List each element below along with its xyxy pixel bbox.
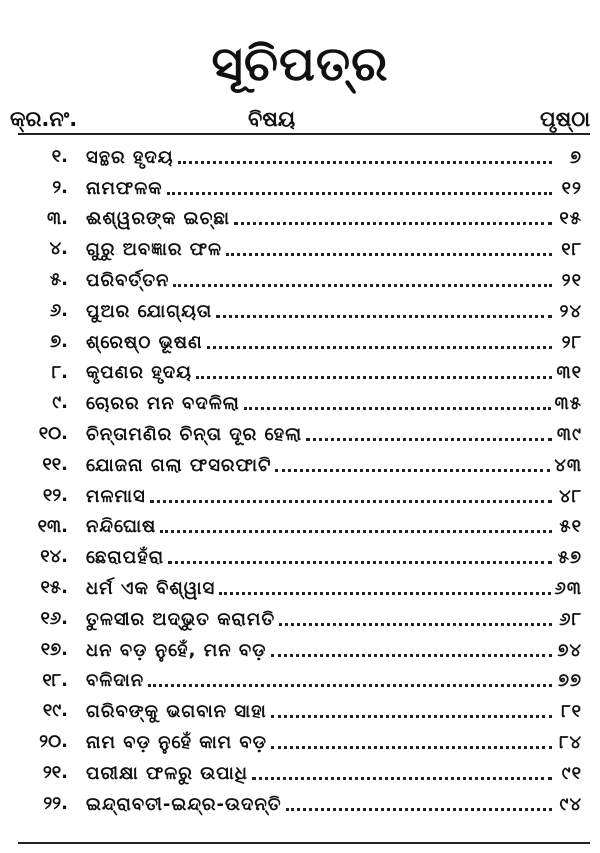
dot-leader: [150, 500, 552, 503]
toc-entry-number: ୧୬.: [40, 607, 68, 629]
toc-entry-title: ଈଶ୍ୱରଙ୍କ ଇଚ୍ଛା: [86, 208, 234, 229]
toc-entry: [0, 604, 600, 635]
toc-entry-line: [86, 450, 582, 481]
toc-entry-title: ଛେରାପହଁରା: [86, 547, 168, 568]
table-header: [0, 104, 600, 134]
toc-entry-title: ଧନ ବଡ଼ ନୁହେଁ, ମନ ବଡ଼: [86, 640, 271, 661]
toc-entry-page: ୯୪: [559, 793, 582, 815]
dot-leader: [226, 253, 552, 256]
toc-entry-line: [86, 204, 582, 235]
dot-leader: [271, 746, 552, 749]
toc-entry-line: [86, 173, 582, 204]
toc-entry-line: [86, 789, 582, 820]
dot-leader: [271, 715, 552, 718]
toc-entry-page: ୫୧: [559, 516, 582, 538]
toc-entry: [0, 635, 600, 666]
toc-entry: [0, 234, 600, 265]
dot-leader: [167, 192, 552, 195]
toc-entry-title: ଗରିବଙ୍କୁ ଭଗବାନ ସାହା: [86, 701, 271, 722]
toc-entry-number: ୬.: [49, 299, 68, 321]
toc-entry-number: ୧୭.: [40, 638, 68, 660]
toc-entry: [0, 388, 600, 419]
toc-entry-number: ୧.: [51, 146, 68, 167]
toc-entry-page: ୭୭: [557, 670, 582, 692]
toc-entry-number: ୪.: [49, 238, 68, 260]
toc-entry-title: ଶ୍ରେଷ୍ଠ ଭୂଷଣ: [86, 332, 207, 353]
toc-entry-line: [86, 265, 582, 296]
toc-entry-page: ୧୨: [561, 177, 582, 199]
dot-leader: [252, 777, 552, 780]
toc-entry: [0, 758, 600, 789]
toc-entry-title: ଚୋରର ମନ ବଦଳିଲା: [86, 393, 244, 414]
toc-entry-line: [86, 419, 582, 450]
toc-entry-title: ପରିବର୍ତ୍ତନ: [86, 270, 173, 291]
toc-entry-number: ୨୧.: [42, 761, 68, 783]
toc-entry-title: ବଳିଦାନ: [86, 670, 148, 691]
toc-entry-page: ୯୧: [561, 762, 582, 784]
toc-entry: [0, 265, 600, 296]
toc-entry-number: ୨.: [52, 176, 68, 198]
toc-entry-line: [86, 604, 582, 635]
toc-entry-number: ୧୩.: [37, 515, 68, 537]
toc-entry-line: [86, 635, 582, 666]
toc-entry-title: ନାମଫଳକ: [86, 178, 167, 199]
toc-entry-title: ତୁଳସୀର ଅଦ୍ଭୁତ କରାମତି: [86, 609, 279, 630]
toc-entry: [0, 512, 600, 543]
toc-entry: [0, 419, 600, 450]
toc-entry: [0, 542, 600, 573]
toc-entry-line: [86, 666, 582, 697]
toc-entry-page: ୫୭: [557, 547, 582, 569]
dot-leader: [160, 530, 552, 533]
toc-entry: [0, 481, 600, 512]
toc-entry-line: [86, 542, 582, 573]
toc-entry-title: ଇନ୍ଦ୍ରାବତୀ-ଇନ୍ଦ୍ର-ଉଦନ୍ତି: [86, 794, 286, 815]
toc-entry-page: ୨୧: [561, 270, 582, 292]
header-divider: [18, 133, 590, 135]
toc-entry-page: ୪୩: [554, 454, 582, 476]
toc-entry-line: [86, 388, 582, 419]
toc-entry-page: ୪୮: [559, 485, 582, 507]
toc-entry-number: ୮.: [51, 361, 68, 383]
toc-entry-page: ୮୪: [559, 732, 582, 754]
toc-entry-title: ସନ୍ଥର ହୃଦୟ: [86, 147, 178, 168]
toc-entry-page: ୩୯: [556, 424, 582, 446]
toc-entry-number: ୧୫.: [40, 577, 68, 599]
dot-leader: [219, 592, 550, 595]
toc-entry-page: ୭: [569, 146, 582, 168]
toc-entry-line: [86, 142, 582, 173]
toc-entry-page: ୧୮: [561, 239, 582, 261]
toc-entry-title: ମଳମାସ: [86, 486, 150, 507]
toc-entry: [0, 204, 600, 235]
dot-leader: [207, 346, 552, 349]
dot-leader: [148, 684, 552, 687]
toc-entry-page: ୨୪: [559, 300, 582, 322]
toc-entry-line: [86, 727, 582, 758]
toc-entry-title: ନାମ ବଡ଼ ନୁହେଁ କାମ ବଡ଼: [86, 732, 271, 753]
toc-entry-line: [86, 758, 582, 789]
toc-entry-number: ୩.: [47, 207, 68, 229]
toc-entry-page: ୬୩: [554, 578, 582, 600]
toc-entry-number: ୧୧.: [42, 453, 68, 475]
dot-leader: [279, 623, 552, 626]
toc-entry: [0, 789, 600, 820]
toc-entry: [0, 450, 600, 481]
toc-entry-line: [86, 512, 582, 543]
toc-entry-page: ୩୧: [556, 362, 582, 384]
toc-entry-line: [86, 573, 582, 604]
dot-leader: [234, 222, 552, 225]
toc-entry-number: ୯.: [52, 392, 68, 414]
toc-entry-page: ୭୪: [557, 639, 582, 661]
toc-entry: [0, 173, 600, 204]
toc-entry-page: ୬୮: [559, 608, 582, 630]
toc-entry: [0, 142, 600, 173]
toc-entry-number: ୭.: [50, 330, 68, 352]
dot-leader: [286, 808, 552, 811]
toc-entry: [0, 573, 600, 604]
dot-leader: [306, 438, 552, 441]
toc-entry-number: ୧୨.: [42, 484, 68, 506]
toc-entry-title: ନନ୍ଦିଘୋଷ: [86, 516, 160, 537]
header-page: ପୃଷ୍ଠା: [539, 107, 590, 131]
toc-entry-line: [86, 327, 582, 358]
toc-entry: [0, 727, 600, 758]
dot-leader: [196, 376, 552, 379]
toc-entry-line: [86, 696, 582, 727]
toc-entry-page: ୧୫: [559, 208, 582, 230]
footer-divider: [18, 842, 590, 844]
toc-entry-number: ୨୦.: [39, 731, 68, 753]
toc-entry-number: ୧୪.: [40, 546, 68, 568]
toc-entry-line: [86, 234, 582, 265]
toc-entry-line: [86, 358, 582, 389]
dot-leader: [168, 561, 552, 564]
toc-entry-number: ୧୮.: [42, 669, 68, 691]
page-title: ସୂଚିପତ୍ର: [211, 36, 389, 92]
toc-entry-title: ପରୀକ୍ଷା ଫଳରୁ ଉପାଧି: [86, 763, 252, 784]
toc-entry-title: ଧର୍ମ ଏକ ବିଶ୍ୱାସ: [86, 578, 219, 599]
header-number: କ୍ର.ନଂ.: [10, 107, 78, 131]
header-topic: ବିଷୟ: [248, 107, 296, 131]
toc-entry-number: ୨୨.: [43, 792, 68, 814]
toc-entry-page: ୮୧: [561, 701, 582, 723]
toc-entry-number: ୫.: [49, 269, 68, 291]
toc-entry-title: ଯୋଜନା ଗଲା ଫସରଫାଟି: [86, 455, 275, 476]
toc-entry-number: ୧୦.: [38, 423, 68, 445]
toc-entry: [0, 296, 600, 327]
dot-leader: [244, 407, 551, 410]
toc-entry: [0, 696, 600, 727]
toc-entry-line: [86, 296, 582, 327]
toc-entry-line: [86, 481, 582, 512]
toc-entry-title: ଚିନ୍ତାମଣିର ଚିନ୍ତା ଦୂର ହେଲା: [86, 424, 306, 445]
toc-entry-title: ଗୁରୁ ଅବଜ୍ଞାର ଫଳ: [86, 239, 226, 260]
toc-entry: [0, 666, 600, 697]
dot-leader: [275, 469, 550, 472]
dot-leader: [173, 284, 552, 287]
toc-list: [0, 142, 600, 820]
toc-entry: [0, 327, 600, 358]
dot-leader: [178, 161, 552, 164]
dot-leader: [271, 654, 553, 657]
dot-leader: [216, 315, 552, 318]
toc-entry-title: ପୁଅର ଯୋଗ୍ୟତା: [86, 301, 216, 322]
toc-entry-title: କୃପଣର ହୃଦୟ: [86, 362, 196, 383]
toc-entry-page: ୨୮: [561, 331, 582, 353]
toc-entry-number: ୧୯.: [42, 700, 68, 722]
toc-entry: [0, 358, 600, 389]
toc-entry-page: ୩୫: [554, 393, 582, 415]
